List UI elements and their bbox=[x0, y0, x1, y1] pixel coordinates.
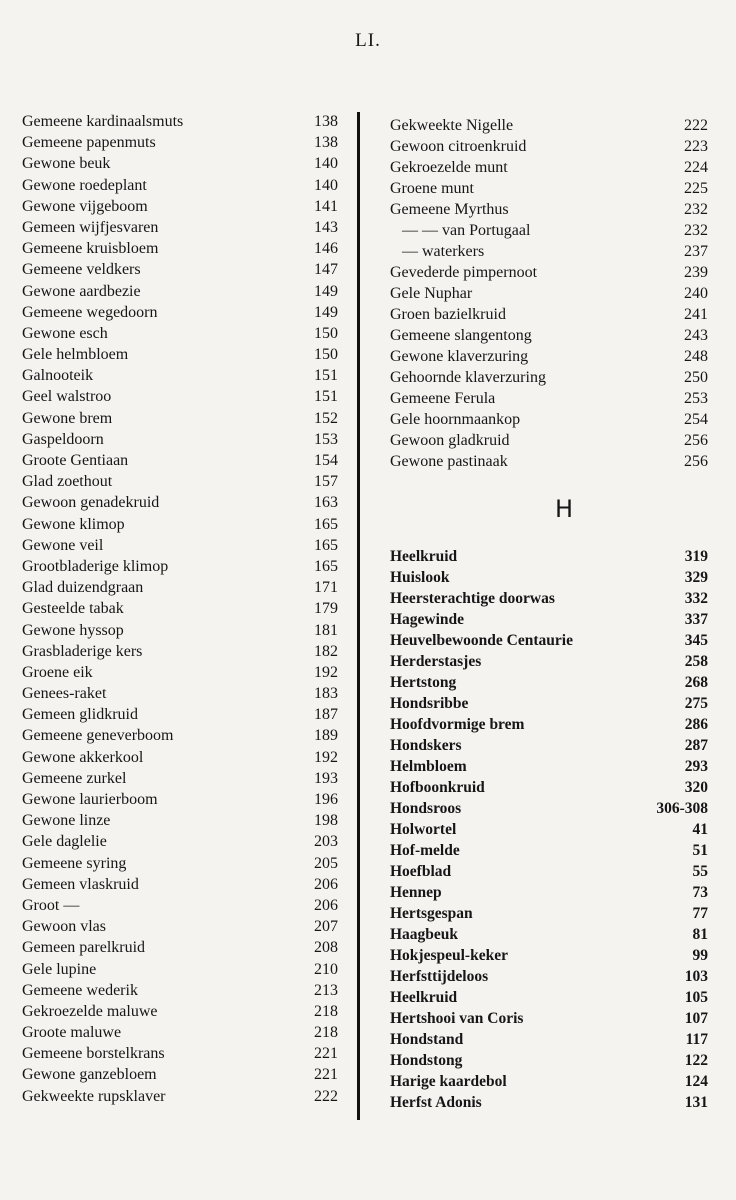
entry-page: 165 bbox=[314, 515, 338, 533]
entry-name: Helmbloem bbox=[390, 758, 467, 775]
index-entry bbox=[390, 1008, 708, 1029]
index-entry bbox=[22, 577, 340, 598]
index-entry bbox=[22, 344, 340, 365]
index-entry bbox=[22, 789, 340, 810]
entry-page: 140 bbox=[314, 155, 338, 173]
entry-name: Gewone esch bbox=[22, 324, 108, 342]
entry-page: 150 bbox=[314, 324, 338, 342]
entry-page: 179 bbox=[314, 600, 338, 618]
index-entry bbox=[22, 725, 340, 746]
index-entry bbox=[22, 514, 340, 535]
entry-page: 232 bbox=[684, 222, 708, 239]
entry-name: Holwortel bbox=[390, 821, 457, 838]
entry-page: 149 bbox=[314, 303, 338, 321]
section-letter-h: H bbox=[554, 495, 574, 523]
index-entry bbox=[22, 1064, 340, 1085]
entry-name: Gewoon gladkruid bbox=[390, 432, 510, 449]
entry-page: 151 bbox=[314, 367, 338, 385]
entry-page: 138 bbox=[314, 134, 338, 152]
index-entry bbox=[22, 132, 340, 153]
entry-name: Hokjespeul-keker bbox=[390, 947, 508, 964]
entry-name: Glad duizendgraan bbox=[22, 579, 144, 597]
entry-name: Gemeene Ferula bbox=[390, 390, 496, 407]
entry-page: 143 bbox=[314, 218, 338, 236]
entry-name: Gemeene veldkers bbox=[22, 261, 141, 279]
entry-name: Gewone klimop bbox=[22, 515, 125, 533]
entry-name: Grootbladerige klimop bbox=[22, 557, 169, 575]
entry-name: Groote maluwe bbox=[22, 1024, 122, 1042]
index-column-left bbox=[22, 111, 340, 1107]
index-entry bbox=[22, 281, 340, 302]
entry-name: Groen bazielkruid bbox=[390, 306, 506, 323]
entry-page: 154 bbox=[314, 452, 338, 469]
index-entry bbox=[390, 1092, 708, 1113]
entry-page: 329 bbox=[684, 569, 708, 586]
entry-page: 207 bbox=[314, 918, 338, 936]
index-entry bbox=[22, 768, 340, 789]
entry-page: 51 bbox=[692, 842, 708, 859]
entry-page: 196 bbox=[314, 791, 338, 808]
entry-page: 218 bbox=[314, 1024, 338, 1042]
entry-page: 193 bbox=[314, 769, 338, 787]
index-entry bbox=[390, 409, 708, 430]
index-entry bbox=[22, 535, 340, 556]
entry-page: 141 bbox=[314, 197, 338, 215]
entry-name: Hoefblad bbox=[390, 863, 452, 880]
entry-name: Gewone klaverzuring bbox=[390, 348, 529, 365]
index-entry bbox=[22, 429, 340, 450]
entry-name: Gekweekte rupsklaver bbox=[22, 1087, 166, 1105]
entry-name: Herderstasjes bbox=[390, 653, 482, 670]
index-entry bbox=[390, 630, 708, 651]
entry-name: Hondsribbe bbox=[390, 695, 469, 712]
entry-page: 77 bbox=[692, 905, 708, 922]
index-entry bbox=[390, 367, 708, 388]
entry-page: 268 bbox=[684, 674, 708, 691]
entry-page: 192 bbox=[314, 663, 338, 681]
entry-page: 181 bbox=[314, 621, 338, 639]
entry-name: Gaspeldoorn bbox=[22, 430, 104, 448]
entry-page: 218 bbox=[314, 1002, 338, 1020]
entry-page: 149 bbox=[314, 282, 338, 300]
index-entry bbox=[390, 651, 708, 672]
entry-name: Gemeen wijfjesvaren bbox=[22, 218, 159, 236]
entry-page: 205 bbox=[314, 854, 338, 872]
index-entry bbox=[390, 451, 708, 472]
index-entry bbox=[22, 895, 340, 916]
index-entry bbox=[390, 798, 708, 819]
index-entry bbox=[390, 388, 708, 409]
index-entry bbox=[22, 153, 340, 174]
entry-page: 147 bbox=[314, 261, 338, 279]
index-entry bbox=[390, 588, 708, 609]
index-entry bbox=[390, 283, 708, 304]
entry-page: 337 bbox=[684, 611, 708, 628]
page-number: LI. bbox=[355, 30, 381, 51]
entry-name: Gemeene papenmuts bbox=[22, 134, 156, 152]
entry-name: Gele Nuphar bbox=[390, 285, 473, 302]
index-entry bbox=[390, 966, 708, 987]
index-entry bbox=[390, 945, 708, 966]
entry-name: Gevederde pimpernoot bbox=[390, 264, 538, 281]
index-entry bbox=[22, 408, 340, 429]
entry-name: Gemeen parelkruid bbox=[22, 939, 146, 957]
index-entry bbox=[22, 1022, 340, 1043]
entry-page: 41 bbox=[692, 821, 708, 838]
entry-name: Gewone beuk bbox=[22, 155, 111, 173]
entry-name: Gewone vijgeboom bbox=[22, 197, 148, 215]
entry-page: 210 bbox=[314, 960, 338, 978]
entry-name: Hennep bbox=[390, 884, 442, 901]
index-entry bbox=[22, 471, 340, 492]
entry-page: 254 bbox=[684, 411, 708, 428]
entry-name: Gemeene borstelkrans bbox=[22, 1045, 165, 1063]
entry-name: Gele hoornmaankop bbox=[390, 411, 521, 428]
entry-name: Gekweekte Nigelle bbox=[390, 117, 514, 134]
entry-page: 152 bbox=[314, 409, 338, 427]
entry-name: Geel walstroo bbox=[22, 388, 112, 406]
entry-page: 131 bbox=[684, 1094, 708, 1111]
entry-page: 99 bbox=[692, 947, 708, 964]
entry-name: Gemeene wegedoorn bbox=[22, 303, 158, 321]
entry-name: Gewoon citroenkruid bbox=[390, 138, 527, 155]
index-entry bbox=[22, 259, 340, 280]
entry-name: Groot — bbox=[22, 896, 80, 914]
entry-name: Glad zoethout bbox=[22, 473, 113, 491]
entry-page: 73 bbox=[692, 884, 708, 901]
entry-name: Hondsroos bbox=[390, 800, 462, 817]
entry-name: Herfst Adonis bbox=[390, 1094, 482, 1111]
h-entries bbox=[390, 546, 708, 1113]
entry-name: Gewoon genadekruid bbox=[22, 494, 160, 512]
index-entry bbox=[22, 959, 340, 980]
entry-page: 275 bbox=[684, 695, 708, 712]
entry-page: 239 bbox=[684, 264, 708, 281]
index-entry bbox=[390, 136, 708, 157]
entry-name: Gemeene Myrthus bbox=[390, 201, 509, 218]
entry-page: 153 bbox=[314, 430, 338, 448]
index-entry bbox=[390, 262, 708, 283]
entry-page: 206 bbox=[314, 896, 338, 914]
entry-page: 122 bbox=[684, 1052, 708, 1069]
index-entry bbox=[22, 874, 340, 895]
index-entry bbox=[22, 704, 340, 725]
index-entry bbox=[22, 1001, 340, 1022]
entry-name: Gehoornde klaverzuring bbox=[390, 369, 546, 386]
index-entry bbox=[22, 302, 340, 323]
index-entry bbox=[390, 115, 708, 136]
index-entry bbox=[22, 641, 340, 662]
entry-name: Hondskers bbox=[390, 737, 462, 754]
entry-page: 332 bbox=[684, 590, 708, 607]
entry-page: 138 bbox=[314, 113, 338, 130]
entry-page: 208 bbox=[314, 939, 338, 957]
entry-name: Gemeen glidkruid bbox=[22, 706, 138, 724]
index-entry bbox=[22, 980, 340, 1001]
entry-page: 306-308 bbox=[656, 800, 708, 817]
entry-page: 105 bbox=[684, 989, 708, 1006]
entry-name: Hertsgespan bbox=[390, 905, 473, 922]
entry-page: 81 bbox=[692, 926, 708, 943]
index-entry bbox=[22, 196, 340, 217]
entry-page: 241 bbox=[684, 306, 708, 323]
index-entry bbox=[390, 819, 708, 840]
entry-name: Gewone pastinaak bbox=[390, 453, 508, 470]
entry-page: 250 bbox=[684, 369, 708, 386]
index-entry bbox=[390, 693, 708, 714]
index-entry bbox=[22, 598, 340, 619]
index-entry bbox=[22, 831, 340, 852]
g-entries bbox=[390, 115, 708, 472]
entry-page: 345 bbox=[684, 632, 708, 649]
entry-name: Galnooteik bbox=[22, 367, 94, 385]
entry-name: Hofboonkruid bbox=[390, 779, 485, 796]
entry-page: 192 bbox=[314, 748, 338, 766]
entry-name: Gemeene wederik bbox=[22, 981, 138, 999]
entry-page: 222 bbox=[314, 1087, 338, 1105]
index-entry bbox=[390, 672, 708, 693]
entry-name: Gesteelde tabak bbox=[22, 600, 124, 618]
entry-name: Haagbeuk bbox=[390, 926, 459, 943]
entry-page: 222 bbox=[684, 117, 708, 134]
index-entry bbox=[390, 430, 708, 451]
index-entry bbox=[390, 220, 708, 241]
entry-page: 182 bbox=[314, 642, 338, 660]
entry-page: 103 bbox=[684, 968, 708, 985]
index-entry bbox=[22, 937, 340, 958]
entry-page: 286 bbox=[684, 716, 708, 733]
entry-page: 117 bbox=[685, 1031, 708, 1048]
index-entry bbox=[390, 199, 708, 220]
entry-name: Gewone veil bbox=[22, 536, 104, 554]
entry-page: 320 bbox=[684, 779, 708, 796]
entry-page: 258 bbox=[684, 653, 708, 670]
entry-name: Gemeen vlaskruid bbox=[22, 875, 139, 893]
entry-page: 203 bbox=[314, 833, 338, 851]
index-entry bbox=[390, 882, 708, 903]
entry-name: Gemeene slangentong bbox=[390, 327, 532, 344]
index-entry bbox=[390, 325, 708, 346]
entry-name: Hondstong bbox=[390, 1052, 463, 1069]
entry-name: Gewone brem bbox=[22, 409, 113, 427]
index-entry bbox=[22, 620, 340, 641]
entry-page: 163 bbox=[314, 494, 338, 512]
entry-name: Heuvelbewoonde Centaurie bbox=[390, 632, 573, 649]
index-entry bbox=[390, 735, 708, 756]
entry-page: 225 bbox=[684, 180, 708, 197]
entry-name: Gemeene zurkel bbox=[22, 769, 127, 787]
entry-page: 213 bbox=[314, 981, 338, 999]
index-entry bbox=[390, 609, 708, 630]
entry-page: 237 bbox=[684, 243, 708, 260]
entry-page: 150 bbox=[314, 346, 338, 364]
entry-name: — — van Portugaal bbox=[402, 222, 531, 239]
entry-page: 189 bbox=[314, 727, 338, 745]
index-entry bbox=[390, 546, 708, 567]
index-entry bbox=[22, 810, 340, 831]
entry-page: 165 bbox=[314, 536, 338, 554]
index-entry bbox=[22, 1043, 340, 1064]
entry-name: Herfsttijdeloos bbox=[390, 968, 489, 985]
index-entry bbox=[22, 386, 340, 407]
entry-name: Gewone hyssop bbox=[22, 621, 124, 639]
entry-page: 319 bbox=[684, 548, 708, 565]
entry-name: Hondstand bbox=[390, 1031, 464, 1048]
index-entry bbox=[22, 365, 340, 386]
index-entry bbox=[22, 450, 340, 471]
entry-name: Gele lupine bbox=[22, 960, 97, 978]
entry-page: 206 bbox=[314, 875, 338, 893]
entry-name: — waterkers bbox=[402, 243, 485, 260]
entry-page: 183 bbox=[314, 685, 338, 703]
index-entry bbox=[390, 157, 708, 178]
index-entry bbox=[390, 714, 708, 735]
index-entry bbox=[22, 238, 340, 259]
entry-page: 221 bbox=[314, 1045, 338, 1063]
entry-name: Heelkruid bbox=[390, 548, 458, 565]
entry-name: Hertshooi van Coris bbox=[390, 1010, 524, 1027]
entry-page: 107 bbox=[684, 1010, 708, 1027]
entry-page: 248 bbox=[684, 348, 708, 365]
entry-page: 293 bbox=[684, 758, 708, 775]
index-entry bbox=[390, 924, 708, 945]
entry-name: Gewone ganzebloem bbox=[22, 1066, 157, 1084]
entry-page: 287 bbox=[684, 737, 708, 754]
entry-name: Harige kaardebol bbox=[390, 1073, 507, 1090]
entry-name: Hoofdvormige brem bbox=[390, 716, 525, 733]
entry-page: 124 bbox=[684, 1073, 708, 1090]
index-entry bbox=[390, 861, 708, 882]
entry-page: 198 bbox=[314, 812, 338, 830]
entry-name: Gewoon vlas bbox=[22, 918, 106, 936]
entry-name: Genees-raket bbox=[22, 685, 107, 703]
entry-page: 224 bbox=[684, 159, 708, 176]
index-entry bbox=[22, 111, 340, 132]
index-entry bbox=[390, 756, 708, 777]
index-entry bbox=[390, 567, 708, 588]
entry-page: 146 bbox=[314, 240, 338, 258]
index-entry bbox=[22, 853, 340, 874]
entry-name: Gewone aardbezie bbox=[22, 282, 141, 300]
entry-page: 221 bbox=[314, 1066, 338, 1084]
entry-name: Gewone akkerkool bbox=[22, 748, 144, 766]
index-entry bbox=[22, 217, 340, 238]
index-entry bbox=[22, 916, 340, 937]
index-entry bbox=[22, 1086, 340, 1107]
index-entry bbox=[390, 241, 708, 262]
entry-name: Gemeene kardinaalsmuts bbox=[22, 113, 184, 130]
index-entry bbox=[22, 323, 340, 344]
entry-name: Huislook bbox=[390, 569, 450, 586]
entry-page: 151 bbox=[314, 388, 338, 406]
entry-page: 171 bbox=[314, 579, 338, 597]
index-entry bbox=[390, 987, 708, 1008]
entry-name: Gewone roedeplant bbox=[22, 176, 147, 194]
entry-name: Hof-melde bbox=[390, 842, 460, 859]
entry-name: Groote Gentiaan bbox=[22, 452, 129, 469]
index-entry bbox=[390, 903, 708, 924]
entry-page: 140 bbox=[314, 176, 338, 194]
index-entry bbox=[22, 175, 340, 196]
index-entry bbox=[390, 840, 708, 861]
entry-page: 253 bbox=[684, 390, 708, 407]
entry-page: 232 bbox=[684, 201, 708, 218]
entry-name: Grasbladerige kers bbox=[22, 642, 143, 660]
entry-name: Gemeene syring bbox=[22, 854, 127, 872]
entry-page: 256 bbox=[684, 432, 708, 449]
index-entry bbox=[22, 492, 340, 513]
entry-page: 187 bbox=[314, 706, 338, 724]
column-divider bbox=[357, 112, 360, 1120]
entry-name: Gekroezelde maluwe bbox=[22, 1002, 158, 1020]
index-entry bbox=[22, 662, 340, 683]
index-entry bbox=[22, 556, 340, 577]
index-entry bbox=[390, 178, 708, 199]
index-entry bbox=[390, 1071, 708, 1092]
entry-page: 243 bbox=[684, 327, 708, 344]
entry-name: Groene eik bbox=[22, 663, 93, 681]
entry-page: 165 bbox=[314, 557, 338, 575]
index-entry bbox=[390, 346, 708, 367]
entry-page: 240 bbox=[684, 285, 708, 302]
index-entry bbox=[22, 747, 340, 768]
entry-page: 55 bbox=[692, 863, 708, 880]
index-column-right bbox=[390, 115, 708, 1113]
entry-name: Heersterachtige doorwas bbox=[390, 590, 555, 607]
entry-name: Groene munt bbox=[390, 180, 474, 197]
entry-page: 223 bbox=[684, 138, 708, 155]
index-entry bbox=[390, 304, 708, 325]
entry-name: Hagewinde bbox=[390, 611, 465, 628]
entry-name: Gewone linze bbox=[22, 812, 111, 830]
entry-name: Heelkruid bbox=[390, 989, 458, 1006]
entry-page: 157 bbox=[314, 473, 338, 491]
entry-name: Gekroezelde munt bbox=[390, 159, 508, 176]
entry-name: Gele daglelie bbox=[22, 833, 107, 851]
entry-name: Gele helmbloem bbox=[22, 346, 129, 364]
entry-name: Hertstong bbox=[390, 674, 457, 691]
index-entry bbox=[390, 1050, 708, 1071]
entry-name: Gemeene geneverboom bbox=[22, 727, 174, 745]
entry-page: 256 bbox=[684, 453, 708, 470]
index-entry bbox=[390, 1029, 708, 1050]
index-entry bbox=[22, 683, 340, 704]
index-entry bbox=[390, 777, 708, 798]
entry-name: Gewone laurierboom bbox=[22, 791, 158, 808]
entry-name: Gemeene kruisbloem bbox=[22, 240, 159, 258]
